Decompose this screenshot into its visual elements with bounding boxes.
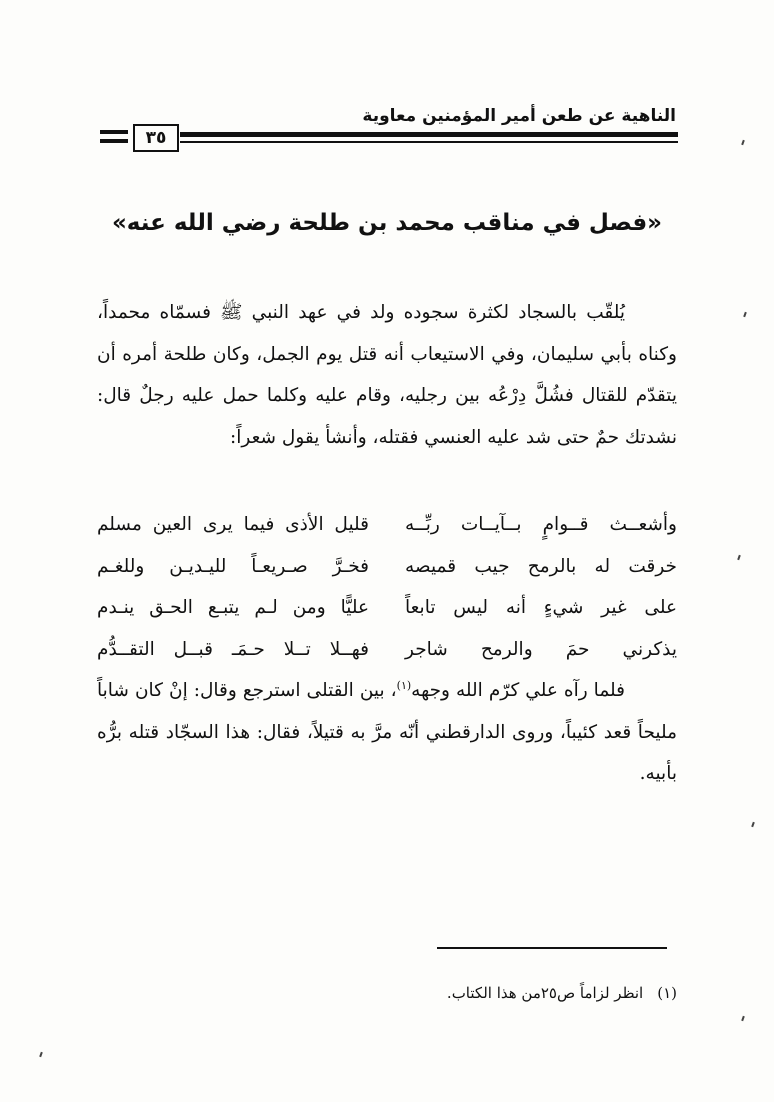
- scan-speck: [751, 822, 755, 827]
- closing-text-start: فلما رآه علي كرّم الله وجهه: [411, 680, 625, 701]
- page-number: ٣٥: [133, 124, 179, 152]
- header-left-tick-lower: [100, 139, 128, 143]
- poem: [97, 504, 677, 670]
- verse-second-hemistich: قليل الأذى فيما يرى العين مسلم: [97, 514, 369, 535]
- closing-paragraph-text: [97, 670, 677, 795]
- footnote-marker: (١): [657, 984, 677, 1002]
- footnote-text: انظر لزاماً ص٢٥من هذا الكتاب.: [446, 984, 644, 1002]
- scan-speck: [743, 312, 747, 317]
- footnote: [447, 984, 677, 1002]
- scan-speck: [737, 555, 741, 560]
- section-heading: «فصل في مناقب محمد بن طلحة رضي الله عنه»: [111, 210, 663, 236]
- header-left-tick-upper: [100, 130, 128, 134]
- paragraph-text: يُلقّب بالسجاد لكثرة سجوده ولد في عهد النبي ﷺ فسمّاه محمداً، وكناه بأبي سليمان، وفي الاستيعاب أنه قتل يوم الجمل، وكان طلحة أمره أن يتقدّم للقتال فشُلَّ دِرْعُه بين رجليه، وقام عليه وكلما حمل عليه رجلٌ قال: نشدتك حمٌ حتى شد عليه العنسي فقتله، وأنشأ يقول شعراً:: [97, 302, 677, 448]
- header-rule-thick: [180, 132, 678, 137]
- verse-second-hemistich: فهــلا تــلا حـمَـ قبــل التقــدُّم: [97, 638, 369, 660]
- verse-first-hemistich: على غير شيءٍ أنه ليس تابعاً: [405, 597, 677, 618]
- verse-second-hemistich: فخـرَّ صـريعـاً لليـديـن وللغـم: [97, 555, 369, 577]
- closing-text-end: ، بين القتلى استرجع وقال: إنْ كان شاباً مليحاً قعد كئيباً، وروى الدارقطني أنّه مرَّ به قتيلاً، فقال: هذا السجّاد قتله برُّه بأبيه.: [97, 680, 677, 784]
- scan-speck: [39, 1052, 43, 1057]
- scan-speck: [741, 140, 745, 145]
- verse-row: [97, 546, 677, 588]
- footnote-reference: (١): [396, 678, 412, 692]
- footnote-separator: [437, 947, 667, 949]
- main-paragraph: [97, 292, 677, 458]
- running-title: الناهية عن طعن أمير المؤمنين معاوية: [362, 106, 676, 126]
- verse-first-hemistich: يذكرني حمَ والرمح شاجر: [405, 638, 677, 660]
- verse-row: [97, 587, 677, 629]
- header-rule-thin: [180, 141, 678, 143]
- closing-paragraph: [97, 670, 677, 795]
- verse-second-hemistich: عليًّا ومن لـم يتبـع الحـق ينـدم: [97, 597, 369, 618]
- verse-row: [97, 504, 677, 546]
- scan-speck: [741, 1016, 745, 1021]
- verse-first-hemistich: وأشعــث قــوامٍ بــآيــات ربِّــه: [405, 514, 677, 535]
- verse-row: [97, 629, 677, 671]
- verse-first-hemistich: خرقت له بالرمح جيب قميصه: [405, 555, 677, 577]
